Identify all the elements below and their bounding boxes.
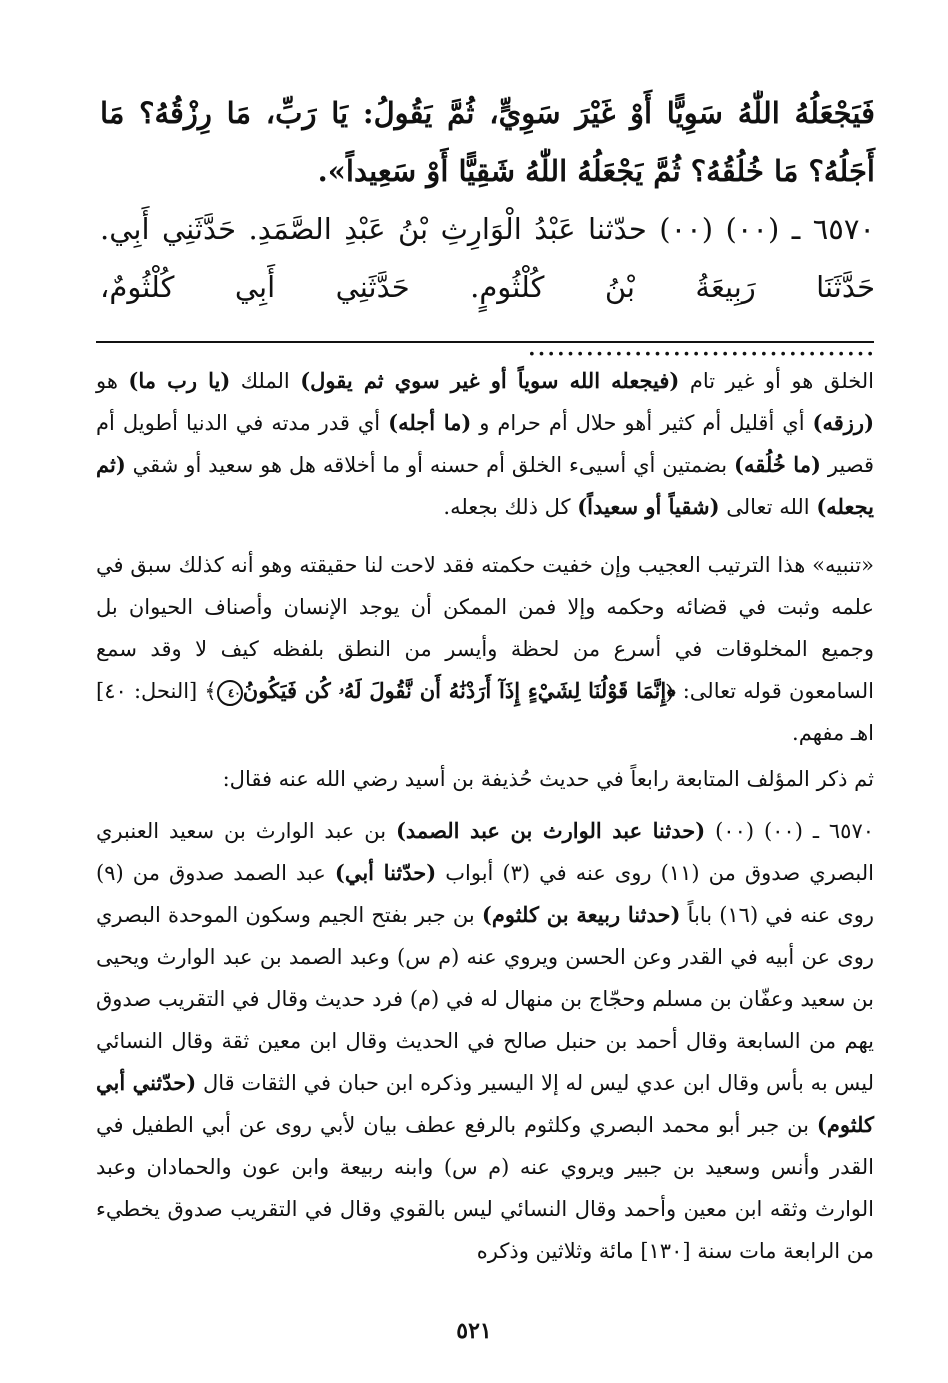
commentary-text: هو <box>96 369 129 393</box>
commentary-paragraph-4 <box>96 810 874 1272</box>
quoted-phrase: (حدّثنا أبي) <box>334 860 437 885</box>
commentary-paragraph-2 <box>96 544 874 754</box>
quran-verse: ﴿إِنَّمَا قَوْلُنَا لِشَيْءٍ إِذَآ أَرَدْنَٰهُ أَن نَّقُولَ لَهُۥ كُن فَيَكُونُ <box>242 678 676 703</box>
hadith-line-1: فَيَجْعَلُهُ اللّٰهُ سَوِيًّا أَوْ غَيْرَ سَوِيٍّ، ثُمَّ يَقُولُ: يَا رَبِّ، مَا رِزْقُهُ؟ مَا أَجَلُهُ؟ مَا خُلُقُهُ؟ <box>100 96 875 188</box>
quoted-phrase: (ما خُلُقه) <box>734 452 821 477</box>
commentary-text: كل ذلك بجعله. <box>443 495 578 519</box>
quoted-phrase: (حدّثني أبي كلثوم) <box>96 1070 874 1137</box>
commentary-text: ﴾ [النحل: ٤٠] اهـ مفهم. <box>96 679 874 745</box>
commentary-paragraph-1 <box>96 360 874 528</box>
commentary-text: أي قدر مدته في الدنيا أطويل أم قصير <box>96 411 874 477</box>
quoted-phrase: (ما أجله) <box>388 410 472 435</box>
commentary-text: بن عبد الوارث بن سعيد العنبري البصري صدوق من (١١) روى عنه في (٣) أبواب <box>96 819 875 885</box>
isnad-line-2: حَدَّثَنَا رَبِيعَةُ بْنُ كُلْثُومٍ. حَدَّثَنِي أَبِي كُلْثُومٌ، <box>100 270 875 304</box>
hadith-line-2: ثُمَّ يَجْعَلُهُ اللّٰهُ شَقِيًّا أَوْ سَعِيداً». <box>317 154 681 188</box>
commentary-text: عبد الصمد صدوق من (٩) روى عنه في (١٦) باباً <box>96 861 874 927</box>
commentary-text: بن جبر بفتح الجيم وسكون الموحدة البصري روى عن أبيه في القدر وعن الحسن ويروي عنه (م س) وعبد الصمد بن عبد الوارث ويحيى بن سعيد وعفّان بن مسلم وحجّاج بن منهال له في (م) فرد حديث وقال في التقريب صدوق يهم من السابعة وقال أحمد بن حنبل صالح في الحديث وقال ابن معين ثقة وقال النسائي ليس به بأس وقال ابن عدي ليس له إلا اليسير وذكره ابن حبان في الثقات قال <box>96 903 874 1095</box>
ayah-number-mark: ٤٠ <box>217 680 243 706</box>
quoted-phrase: (شقياً أو سعيداً) <box>577 494 720 519</box>
commentary-text: الملك <box>230 369 301 393</box>
commentary-text: «تنبيه» هذا الترتيب العجيب وإن خفيت حكمته فقد لاحت لنا حقيقته وهو أنه كذلك سبق في علمه وثبت في قضائه وحكمه وإلا فمن الممكن أن يوجد الإنسان وأصناف الحيوان بل وجميع المخلوقات في أسرع من لحظة وأيسر من النطق بلفظه كيف لا وقد سمع السامعون قوله تعالى: <box>96 553 874 703</box>
quoted-phrase: (يا رب ما) <box>128 368 231 393</box>
isnad-line-1: ٦٥٧٠ ـ (٠٠) (٠٠) حدّثنا عَبْدُ الْوَارِثِ بْنُ عَبْدِ الصَّمَدِ. حَدَّثَنِي أَبِي. <box>100 212 875 246</box>
continuation-dots: ……………………………… <box>527 328 875 362</box>
footnote-divider <box>96 341 874 343</box>
commentary-text: الله تعالى <box>719 495 817 519</box>
commentary-text: أي أقليل أم كثير أهو حلال أم حرام و <box>471 411 813 435</box>
quoted-phrase: (فيجعله الله سوياً أو غير سوي ثم يقول) <box>300 368 680 393</box>
quoted-phrase: (ثم يجعله) <box>96 452 874 519</box>
commentary-text: بن جبر أبو محمد البصري وكلثوم بالرفع عطف بيان لأبي روى عن أبي الطفيل في القدر وأنس وسعيد بن جبير ويروي عنه (م س) وابنه ربيعة وابن عون والحمادان وعبد الوارث وثقه ابن معين وأحمد وقال النسائي ليس بالقوي وقال في التقريب صدوق يخطيء من الرابعة مات سنة [١٣٠] مائة وثلاثين وذكره <box>96 1113 874 1263</box>
hadith-isnad <box>100 200 875 374</box>
quoted-phrase: (رزقه) <box>812 410 874 435</box>
quoted-phrase: (حدثنا ربيعة بن كلثوم) <box>481 902 681 927</box>
quoted-phrase: (حدثنا عبد الوارث بن عبد الصمد) <box>395 818 706 843</box>
commentary-text: بضمتين أي أسيىء الخلق أم حسنه أو ما أخلاقه هل هو سعيد أو شقي <box>125 453 735 477</box>
page-number: ٥٢١ <box>456 1318 492 1344</box>
commentary-text: ٦٥٧٠ ـ (٠٠) (٠٠) <box>705 819 875 843</box>
commentary-text: الخلق هو أو غير تام <box>679 369 874 393</box>
commentary-paragraph-3: ثم ذكر المؤلف المتابعة رابعاً في حديث حُذيفة بن أسيد رضي الله عنه فقال: <box>222 767 874 791</box>
hadith-text-end <box>100 84 875 200</box>
